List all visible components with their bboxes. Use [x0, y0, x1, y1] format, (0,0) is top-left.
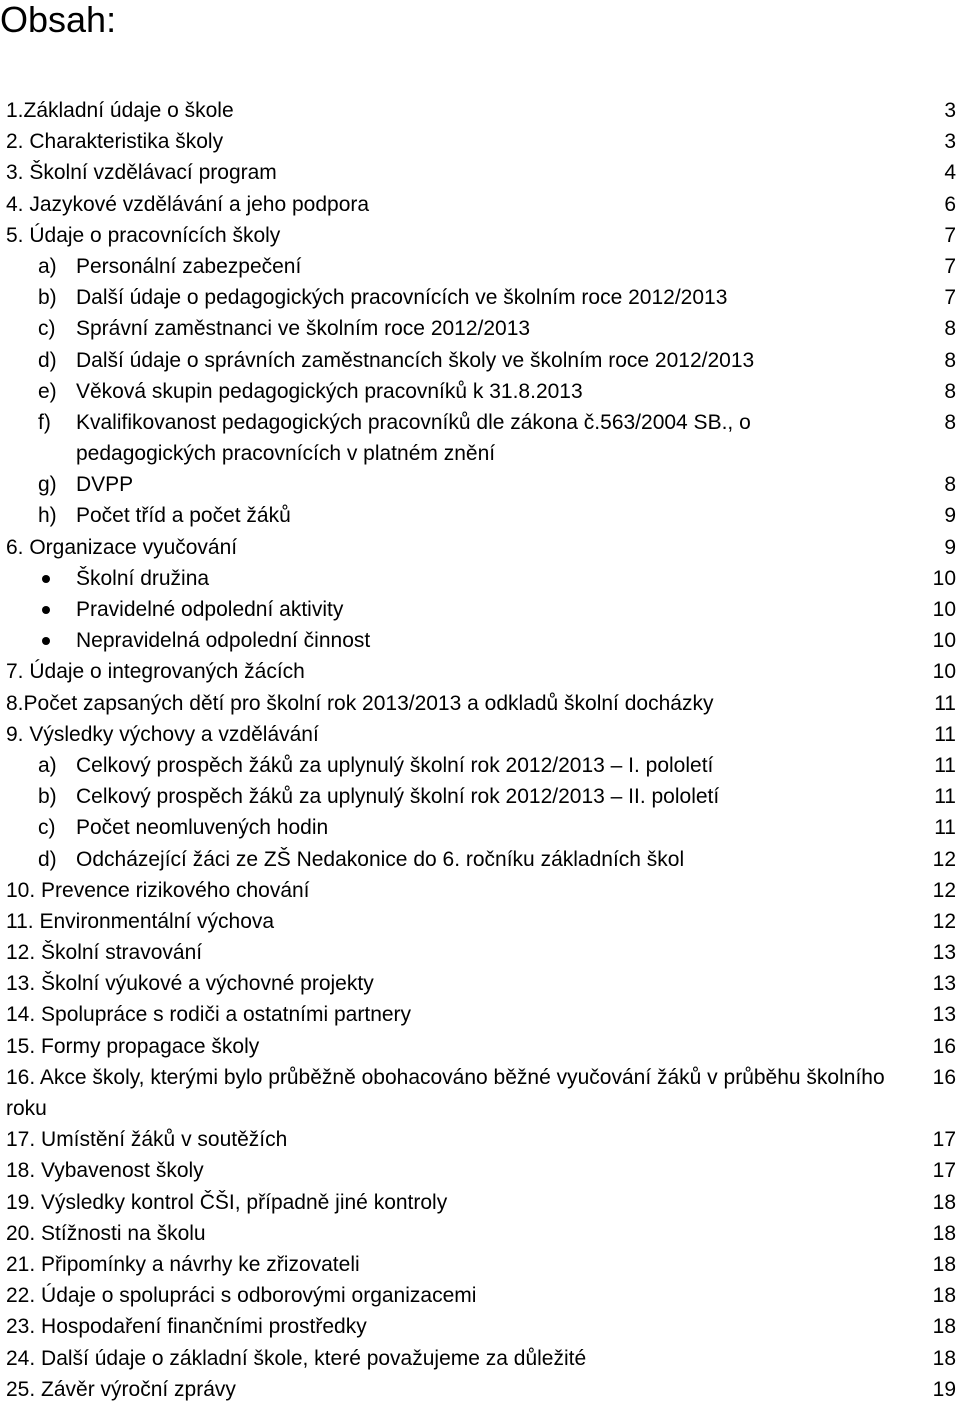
toc-entry-title: 21. Připomínky a návrhy ke zřizovateli [6, 1252, 360, 1276]
toc-entry-title: DVPP [76, 473, 134, 497]
toc-entry[interactable] [0, 937, 960, 968]
toc-entry-page-number: 10 [932, 598, 956, 622]
toc-entry-marker: f) [38, 410, 51, 434]
toc-entry[interactable] [0, 719, 960, 750]
toc-entry[interactable] [0, 1187, 960, 1218]
toc-entry-title: 18. Vybavenost školy [6, 1159, 204, 1183]
toc-entry-title: 7. Údaje o integrovaných žácích [6, 660, 305, 684]
toc-entry[interactable] [0, 875, 960, 906]
toc-entry[interactable] [0, 781, 960, 812]
toc-entry-page-number: 13 [932, 941, 956, 965]
toc-entry-title: 20. Stížnosti na školu [6, 1221, 206, 1245]
toc-entry-title: Pravidelné odpolední aktivity [76, 598, 344, 622]
toc-entry-title: Celkový prospěch žáků za uplynulý školní rok 2012/2013 – I. pololetí [76, 753, 714, 777]
toc-entry[interactable] [0, 1124, 960, 1155]
toc-entry-marker: h) [38, 504, 57, 528]
toc-entry-title: 23. Hospodaření finančními prostředky [6, 1315, 367, 1339]
toc-entry-page-number: 6 [944, 192, 956, 216]
toc-entry[interactable] [0, 844, 960, 875]
toc-entry-page-number: 3 [944, 99, 956, 122]
toc-entry[interactable] [0, 812, 960, 843]
toc-entry-marker: a) [38, 254, 57, 278]
toc-entry-page-number: 7 [944, 254, 956, 278]
toc-entry-page-number: 13 [932, 1003, 956, 1027]
table-of-contents [0, 95, 960, 1405]
toc-entry-marker: d) [38, 847, 57, 871]
toc-entry-page-number: 4 [944, 161, 956, 185]
toc-entry[interactable] [0, 532, 960, 563]
toc-entry-title: Počet neomluvených hodin [76, 816, 329, 840]
toc-entry[interactable] [0, 656, 960, 687]
toc-entry[interactable] [0, 189, 960, 220]
toc-entry[interactable] [0, 1311, 960, 1342]
toc-entry-title: Další údaje o pedagogických pracovnících ve školním roce 2012/2013 [76, 286, 728, 310]
toc-entry-marker: a) [38, 753, 57, 777]
toc-entry-page-number: 17 [932, 1159, 956, 1183]
toc-entry-page-number: 18 [932, 1221, 956, 1245]
toc-entry-page-number: 16 [932, 1034, 956, 1058]
toc-entry-title: 11. Environmentální výchova [6, 909, 275, 933]
toc-entry-page-number: 18 [932, 1284, 956, 1308]
toc-entry-title: 10. Prevence rizikového chování [6, 878, 310, 902]
toc-entry[interactable] [0, 625, 960, 656]
toc-entry[interactable] [0, 750, 960, 781]
toc-entry-page-number: 12 [932, 909, 956, 933]
toc-entry-title: Kvalifikovanost pedagogických pracovníků dle zákona č.563/2004 SB., o pedagogických pracovnících v platném znění [76, 410, 751, 466]
toc-entry-page-number: 12 [932, 878, 956, 902]
toc-entry-title: 24. Další údaje o základní škole, které považujeme za důležité [6, 1346, 587, 1370]
toc-entry-marker: b) [38, 286, 57, 310]
toc-entry-marker: e) [38, 379, 57, 403]
toc-entry-page-number: 8 [944, 348, 956, 372]
toc-entry-page-number: 8 [944, 473, 956, 497]
toc-entry-title: 4. Jazykové vzdělávání a jeho podpora [6, 192, 370, 216]
toc-entry-title: 8.Počet zapsaných dětí pro školní rok 2013/2013 a odkladů školní docházky [6, 691, 714, 715]
toc-entry[interactable] [0, 1031, 960, 1062]
toc-entry[interactable] [0, 469, 960, 500]
toc-entry-page-number: 11 [934, 753, 956, 777]
toc-entry-title: 13. Školní výukové a výchovné projekty [6, 972, 374, 996]
toc-entry[interactable] [0, 968, 960, 999]
toc-entry-page-number: 8 [944, 317, 956, 341]
toc-entry[interactable] [0, 157, 960, 188]
toc-entry[interactable] [0, 594, 960, 625]
toc-entry-page-number: 11 [934, 722, 956, 746]
toc-entry-title: 1.Základní údaje o škole [6, 99, 234, 122]
toc-entry-title: 17. Umístění žáků v soutěžích [6, 1128, 288, 1152]
toc-entry-page-number: 9 [944, 535, 956, 559]
toc-entry-page-number: 8 [944, 379, 956, 403]
toc-entry-page-number: 19 [932, 1377, 956, 1401]
toc-entry[interactable] [0, 1374, 960, 1405]
toc-entry-title: 14. Spolupráce s rodiči a ostatními partnery [6, 1003, 412, 1027]
toc-entry-title: Personální zabezpečení [76, 254, 302, 278]
toc-entry-title: 25. Závěr výroční zprávy [6, 1377, 236, 1401]
toc-entry-page-number: 7 [944, 223, 956, 247]
toc-entry-page-number: 18 [932, 1252, 956, 1276]
toc-entry-page-number: 12 [932, 847, 956, 871]
toc-entry[interactable] [0, 126, 960, 157]
toc-entry-page-number: 11 [934, 785, 956, 809]
toc-entry-page-number: 7 [944, 286, 956, 310]
toc-entry-title: Odcházející žáci ze ZŠ Nedakonice do 6. ročníku základních škol [76, 847, 685, 871]
toc-entry[interactable] [0, 1218, 960, 1249]
toc-entry[interactable] [0, 1280, 960, 1311]
toc-entry-page-number: 10 [932, 660, 956, 684]
toc-entry-title: Věková skupin pedagogických pracovníků k 31.8.2013 [76, 379, 583, 403]
toc-entry-page-number: 3 [944, 130, 956, 154]
toc-entry[interactable] [0, 500, 960, 531]
toc-entry[interactable] [0, 1343, 960, 1374]
toc-entry-page-number: 11 [934, 816, 956, 840]
toc-entry[interactable] [0, 251, 960, 282]
toc-entry-page-number: 17 [932, 1128, 956, 1152]
toc-entry-page-number: 10 [932, 566, 956, 590]
toc-entry-title: 2. Charakteristika školy [6, 130, 224, 154]
toc-entry-marker: c) [38, 317, 56, 341]
toc-entry-title: Počet tříd a počet žáků [76, 504, 291, 528]
toc-entry-page-number: 11 [934, 691, 956, 715]
toc-entry-title: 12. Školní stravování [6, 941, 203, 965]
toc-entry-title: 16. Akce školy, kterými bylo průběžně obohacováno běžné vyučování žáků v průběhu školního roku [6, 1065, 885, 1121]
toc-entry-title: Celkový prospěch žáků za uplynulý školní rok 2012/2013 – II. pololetí [76, 785, 720, 809]
toc-entry[interactable] [0, 906, 960, 937]
toc-entry[interactable] [0, 407, 960, 469]
toc-entry[interactable] [0, 313, 960, 344]
toc-entry-marker: b) [38, 785, 57, 809]
bullet-icon [42, 637, 50, 645]
toc-entry[interactable] [0, 1249, 960, 1280]
toc-entry-page-number: 8 [944, 410, 956, 434]
toc-entry-title: 6. Organizace vyučování [6, 535, 238, 559]
toc-entry[interactable] [0, 345, 960, 376]
toc-entry-page-number: 18 [932, 1190, 956, 1214]
toc-entry[interactable] [0, 282, 960, 313]
toc-entry-page-number: 13 [932, 972, 956, 996]
toc-entry-title: 15. Formy propagace školy [6, 1034, 260, 1058]
page-title: Obsah: [0, 0, 117, 40]
toc-entry-page-number: 18 [932, 1346, 956, 1370]
toc-entry[interactable] [0, 376, 960, 407]
toc-entry-marker: g) [38, 473, 57, 497]
toc-entry[interactable] [0, 999, 960, 1030]
toc-entry[interactable] [0, 1062, 960, 1124]
toc-entry-page-number: 16 [932, 1065, 956, 1089]
toc-entry[interactable] [0, 688, 960, 719]
toc-entry-title: Správní zaměstnanci ve školním roce 2012/2013 [76, 317, 531, 341]
toc-entry-page-number: 10 [932, 629, 956, 653]
toc-entry-title: 3. Školní vzdělávací program [6, 161, 277, 185]
toc-entry-page-number: 9 [944, 504, 956, 528]
toc-entry[interactable] [0, 563, 960, 594]
toc-entry-page-number: 18 [932, 1315, 956, 1339]
bullet-icon [42, 575, 50, 583]
toc-entry-marker: c) [38, 816, 56, 840]
toc-entry-title: Školní družina [76, 566, 210, 590]
toc-entry[interactable] [0, 1155, 960, 1186]
bullet-icon [42, 606, 50, 614]
toc-entry-title: 19. Výsledky kontrol ČŠI, případně jiné kontroly [6, 1190, 448, 1214]
toc-entry-title: 5. Údaje o pracovnících školy [6, 223, 281, 247]
toc-entry[interactable] [0, 95, 960, 126]
toc-entry-marker: d) [38, 348, 57, 372]
toc-entry-title: Nepravidelná odpolední činnost [76, 629, 371, 653]
toc-entry[interactable] [0, 220, 960, 251]
toc-entry-title: 22. Údaje o spolupráci s odborovými organizacemi [6, 1284, 477, 1308]
toc-entry-title: Další údaje o správních zaměstnancích školy ve školním roce 2012/2013 [76, 348, 755, 372]
toc-entry-title: 9. Výsledky výchovy a vzdělávání [6, 722, 319, 746]
